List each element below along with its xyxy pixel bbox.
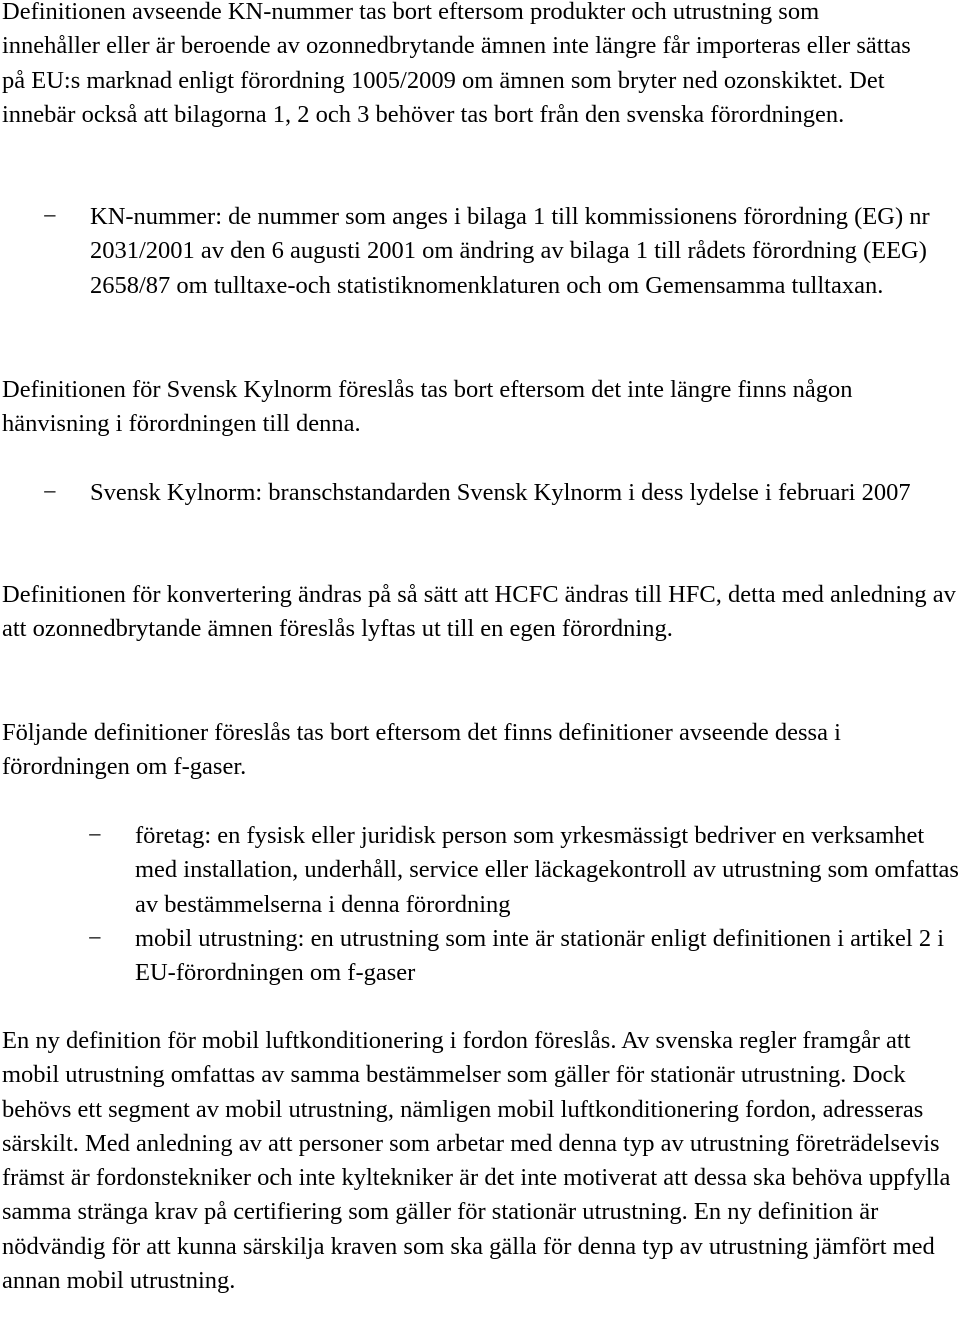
- paragraph-svensk-kylnorm-removal: Definitionen för Svensk Kylnorm föreslås tas bort eftersom det inte längre finns någon hänvisning i förordningen till denna.: [2, 376, 853, 438]
- paragraph-mobil-luftkonditionering: En ny definition för mobil luftkonditionering i fordon föreslås. Av svenska regler framgår att mobil utrustning omfattas av samma bestämmelser som gäller för stationär utrustning. Dock behövs ett segment av mobil utrustning, nämligen mobil luftkonditionering fordon, adresseras särskilt. Med anledning av att personer som arbetar med denna typ av utrustning företrädelsevis främst är fordonstekniker och inte kyltekniker är det inte motiverat att dessa ska behöva uppfylla samma stränga krav på certifiering som gäller för stationär utrustning. En ny definition är nödvändig för att kunna särskilja kraven som ska gälla för denna typ av utrustning jämfört med annan mobil utrustning.: [2, 1027, 951, 1295]
- bullet-mobil-utrustning-definition: mobil utrustning: en utrustning som inte är stationär enligt definitionen i artikel 2 i EU-förordningen om f-gaser: [135, 925, 945, 987]
- paragraph-konvertering-change: Definitionen för konvertering ändras på så sätt att HCFC ändras till HFC, detta med anledning av att ozonnedbrytande ämnen föreslås lyftas ut till en egen förordning.: [2, 581, 956, 643]
- bullet-foretag-definition: företag: en fysisk eller juridisk person som yrkesmässigt bedriver en verksamhet med installation, underhåll, service eller läckagekontroll av utrustning som omfattas av bestämmelserna i denna förordning: [135, 822, 959, 918]
- bullet-svensk-kylnorm-definition: Svensk Kylnorm: branschstandarden Svensk Kylnorm i dess lydelse i februari 2007: [90, 479, 911, 506]
- paragraph-kn-nummer-removal: Definitionen avseende KN-nummer tas bort eftersom produkter och utrustning som innehåller eller är beroende av ozonnedbrytande ämnen inte längre får importeras eller sättas på EU:s marknad enligt förordning 1005/2009 om ämnen som bryter ned ozonskiktet. Det innebär också att bilagorna 1, 2 och 3 behöver tas bort från den svenska förordningen.: [2, 0, 911, 128]
- bullet-dash-icon: −: [43, 203, 57, 230]
- paragraph-definitions-removed: Följande definitioner föreslås tas bort eftersom det finns definitioner avseende dessa i förordningen om f-gaser.: [2, 719, 841, 781]
- bullet-dash-icon: −: [88, 822, 102, 849]
- bullet-dash-icon: −: [43, 479, 57, 506]
- bullet-kn-nummer-definition: KN-nummer: de nummer som anges i bilaga 1 till kommissionens förordning (EG) nr 2031/2001 av den 6 augusti 2001 om ändring av bilaga 1 till rådets förordning (EEG) 2658/87 om tulltaxe-och statistiknomenklaturen och om Gemensamma tulltaxan.: [90, 203, 930, 299]
- bullet-dash-icon: −: [88, 925, 102, 952]
